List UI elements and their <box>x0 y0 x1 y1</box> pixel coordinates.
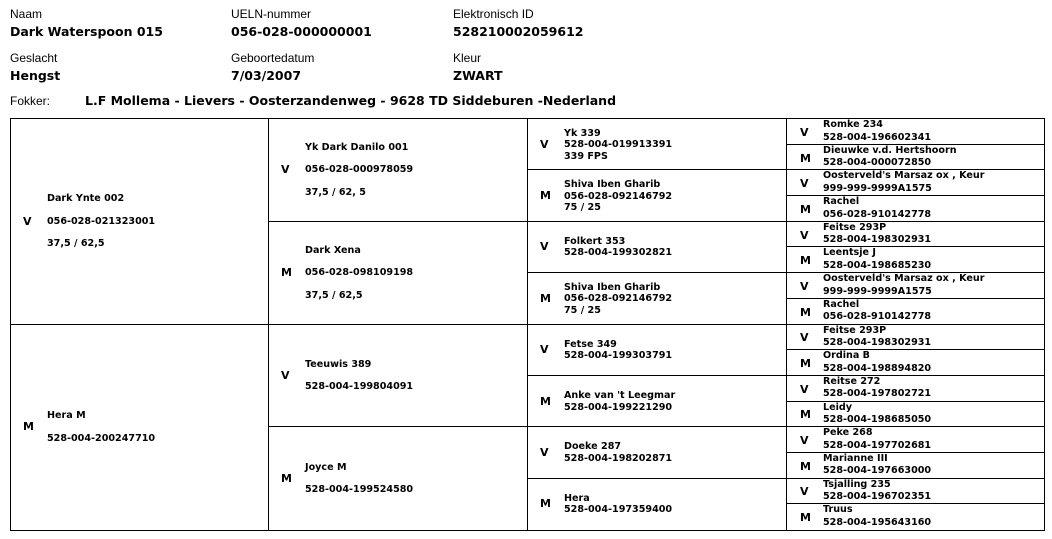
ancestor-info <box>564 179 672 214</box>
kleur-label: Kleur <box>453 51 482 65</box>
ancestor-info <box>305 462 413 507</box>
ancestor-percentage: 37,5 / 62,5 <box>305 289 363 301</box>
gen4-ancestor-cell <box>787 119 1044 145</box>
sex-marker: M <box>540 291 551 305</box>
ancestor-name: Dieuwke v.d. Hertshoorn <box>823 144 957 156</box>
gen4-ancestor-cell <box>787 170 1044 196</box>
sex-marker: M <box>540 189 551 203</box>
ancestor-name: Leentsje J <box>823 247 876 259</box>
ancestor-id: 056-028-910142778 <box>823 208 932 220</box>
sex-marker: M <box>800 511 811 525</box>
ancestor-name: Dark Xena <box>305 244 361 256</box>
gen3-ancestor-cell <box>528 427 787 478</box>
sex-marker: M <box>800 254 811 268</box>
ancestor-info <box>305 245 413 302</box>
ancestor-name: Shiva Iben Gharib <box>564 179 661 191</box>
ancestor-name: Feitse 293P <box>823 221 887 233</box>
ancestor-info <box>823 427 931 452</box>
ancestor-id: 528-004-197663000 <box>823 465 932 477</box>
sex-marker: M <box>23 420 34 434</box>
ancestor-id: 528-004-197359400 <box>564 504 673 516</box>
ancestor-info <box>47 193 155 250</box>
ancestor-info <box>564 128 672 163</box>
ancestor-name: Teeuwis 389 <box>305 358 372 370</box>
ancestor-info <box>823 119 931 144</box>
ancestor-id: 528-004-196702351 <box>823 491 932 503</box>
ancestor-info <box>305 142 413 199</box>
ancestor-name: Reitse 272 <box>823 375 881 387</box>
ancestor-name: Joyce M <box>305 461 347 473</box>
gen4-ancestor-cell <box>787 247 1044 273</box>
ancestor-info <box>564 236 672 259</box>
sex-marker: V <box>23 214 32 228</box>
gen3-ancestor-cell <box>528 273 787 324</box>
ancestor-id: 528-004-199221290 <box>564 401 673 413</box>
sex-marker: M <box>540 497 551 511</box>
fokker-label: Fokker: <box>10 94 51 108</box>
ancestor-name: Romke 234 <box>823 119 883 130</box>
ancestor-id: 528-004-197702681 <box>823 439 932 451</box>
gen3-ancestor-cell <box>528 376 787 427</box>
ancestor-id: 056-028-092146792 <box>564 190 673 202</box>
ancestor-info <box>823 170 984 195</box>
ancestor-id: 528-004-000072850 <box>823 157 932 169</box>
gen4-ancestor-cell <box>787 453 1044 479</box>
ancestor-name: Oosterveld's Marsaz ox , Keur <box>823 273 985 285</box>
ancestor-info <box>823 196 931 221</box>
ancestor-id: 528-004-199303791 <box>564 350 673 362</box>
sex-marker: V <box>800 485 809 499</box>
sex-marker: V <box>540 137 549 151</box>
ancestor-name: Leidy <box>823 401 853 413</box>
ancestor-info <box>564 282 672 317</box>
ancestor-id: 528-004-196602341 <box>823 131 932 143</box>
ancestor-id: 528-004-197802721 <box>823 388 932 400</box>
sex-marker: V <box>800 434 809 448</box>
ancestor-name: Hera M <box>47 410 86 422</box>
sex-marker: M <box>281 266 292 280</box>
ancestor-info <box>564 493 672 516</box>
gen2-ancestor-cell <box>269 119 528 222</box>
ancestor-info <box>823 299 931 324</box>
ancestor-name: Peke 268 <box>823 427 873 439</box>
ancestor-id: 528-004-195643160 <box>823 516 932 528</box>
sex-marker: V <box>540 240 549 254</box>
ancestor-id: 528-004-198302931 <box>823 337 932 348</box>
sex-marker: V <box>540 343 549 357</box>
pedigree-table <box>10 118 1045 531</box>
ancestor-name: Hera <box>564 492 590 504</box>
ancestor-info <box>823 402 931 427</box>
ancestor-info <box>564 390 675 413</box>
ancestor-id: 056-028-098109198 <box>305 267 414 279</box>
ancestor-info <box>47 410 155 455</box>
ancestor-id: 528-004-199302821 <box>564 247 673 259</box>
ancestor-id: 999-999-9999A1575 <box>823 285 932 297</box>
ancestor-percentage: 339 FPS <box>564 150 608 162</box>
ancestor-name: Truus <box>823 504 853 516</box>
gen2-ancestor-cell <box>269 325 528 428</box>
kleur-value: ZWART <box>453 68 503 83</box>
sex-marker: V <box>800 177 809 191</box>
ancestor-id: 056-028-910142778 <box>823 311 932 323</box>
horse-name: Dark Waterspoon 015 <box>10 24 163 39</box>
fokker-value: L.F Mollema - Lievers - Oosterzandenweg - 9628 TD Siddeburen -Nederland <box>85 93 617 108</box>
ancestor-info <box>823 222 931 247</box>
gen3-ancestor-cell <box>528 170 787 221</box>
ancestor-percentage: 37,5 / 62, 5 <box>305 186 366 198</box>
gen3-ancestor-cell <box>528 119 787 170</box>
ancestor-name: Doeke 287 <box>564 441 622 453</box>
eid-value: 528210002059612 <box>453 24 584 39</box>
ancestor-name: Dark Ynte 002 <box>47 193 125 205</box>
gen3-ancestor-cell <box>528 479 787 530</box>
ancestor-id: 056-028-000978059 <box>305 164 414 176</box>
gen3-ancestor-cell <box>528 222 787 273</box>
gen1-ancestor-cell <box>11 325 269 531</box>
ancestor-id: 528-004-198302931 <box>823 234 932 246</box>
ancestor-info <box>823 350 931 375</box>
ancestor-id: 056-028-092146792 <box>564 293 673 305</box>
sex-marker: M <box>800 151 811 165</box>
ancestor-id: 528-004-198894820 <box>823 362 932 374</box>
gen4-ancestor-cell <box>787 196 1044 222</box>
geslacht-value: Hengst <box>10 68 61 83</box>
ancestor-id: 528-004-198685050 <box>823 414 932 426</box>
ancestor-info <box>823 273 984 298</box>
ancestor-info <box>823 504 931 529</box>
sex-marker: M <box>800 459 811 473</box>
ancestor-info <box>823 453 931 478</box>
gen4-ancestor-cell <box>787 350 1044 376</box>
gen4-ancestor-cell <box>787 325 1044 351</box>
geslacht-label: Geslacht <box>10 51 58 65</box>
ancestor-info <box>823 145 957 170</box>
ueln-value: 056-028-000000001 <box>231 24 372 39</box>
sex-marker: M <box>540 394 551 408</box>
ancestor-name: Folkert 353 <box>564 235 626 247</box>
ancestor-name: Fetse 349 <box>564 338 617 350</box>
sex-marker: M <box>800 357 811 371</box>
sex-marker: M <box>281 471 292 485</box>
ancestor-name: Ordina B <box>823 350 870 362</box>
sex-marker: V <box>800 331 809 345</box>
ancestor-id: 528-004-198685230 <box>823 259 932 271</box>
gen4-ancestor-cell <box>787 427 1044 453</box>
sex-marker: V <box>800 382 809 396</box>
ancestor-id: 528-004-200247710 <box>47 432 156 444</box>
ancestor-info <box>823 325 931 350</box>
ancestor-id: 528-004-199524580 <box>305 484 414 496</box>
gen2-ancestor-cell <box>269 222 528 325</box>
sex-marker: M <box>800 202 811 216</box>
ancestor-info <box>823 247 931 272</box>
ancestor-id: 528-004-198202871 <box>564 452 673 464</box>
ancestor-info <box>305 359 413 404</box>
gen4-ancestor-cell <box>787 479 1044 505</box>
gen2-ancestor-cell <box>269 427 528 530</box>
ancestor-info <box>823 376 931 401</box>
ancestor-name: Yk Dark Danilo 001 <box>305 141 409 153</box>
geboortedatum-value: 7/03/2007 <box>231 68 302 83</box>
sex-marker: V <box>800 228 809 242</box>
ancestor-name: Rachel <box>823 196 860 208</box>
gen4-ancestor-cell <box>787 273 1044 299</box>
sex-marker: V <box>281 163 290 177</box>
ancestor-percentage: 75 / 25 <box>564 202 601 214</box>
ancestor-percentage: 75 / 25 <box>564 304 601 316</box>
ancestor-name: Tsjalling 235 <box>823 478 891 490</box>
sex-marker: V <box>540 445 549 459</box>
geboortedatum-label: Geboortedatum <box>231 51 315 65</box>
sex-marker: V <box>281 368 290 382</box>
sex-marker: M <box>800 408 811 422</box>
ancestor-name: Marianne III <box>823 452 888 464</box>
eid-label: Elektronisch ID <box>453 7 534 21</box>
naam-label: Naam <box>10 7 43 21</box>
ancestor-name: Oosterveld's Marsaz ox , Keur <box>823 170 985 182</box>
ancestor-info <box>564 339 672 362</box>
gen4-ancestor-cell <box>787 299 1044 325</box>
gen3-ancestor-cell <box>528 325 787 376</box>
sex-marker: V <box>800 279 809 293</box>
gen4-ancestor-cell <box>787 145 1044 171</box>
ancestor-name: Rachel <box>823 298 860 310</box>
ancestor-id: 528-004-019913391 <box>564 139 673 151</box>
sex-marker: M <box>800 305 811 319</box>
ancestor-id: 056-028-021323001 <box>47 215 156 227</box>
ancestor-name: Shiva Iben Gharib <box>564 281 661 293</box>
ancestor-id: 528-004-199804091 <box>305 381 414 393</box>
ancestor-name: Yk 339 <box>564 127 601 139</box>
gen1-ancestor-cell <box>11 119 269 325</box>
sex-marker: V <box>800 125 809 139</box>
ancestor-name: Feitse 293P <box>823 324 887 336</box>
ancestor-id: 999-999-9999A1575 <box>823 182 932 194</box>
gen4-ancestor-cell <box>787 402 1044 428</box>
ancestor-name: Anke van 't Leegmar <box>564 390 676 402</box>
ancestor-percentage: 37,5 / 62,5 <box>47 238 105 250</box>
ueln-label: UELN-nummer <box>231 7 312 21</box>
gen4-ancestor-cell <box>787 504 1044 530</box>
ancestor-info <box>823 479 931 504</box>
gen4-ancestor-cell <box>787 222 1044 248</box>
gen4-ancestor-cell <box>787 376 1044 402</box>
ancestor-info <box>564 441 672 464</box>
